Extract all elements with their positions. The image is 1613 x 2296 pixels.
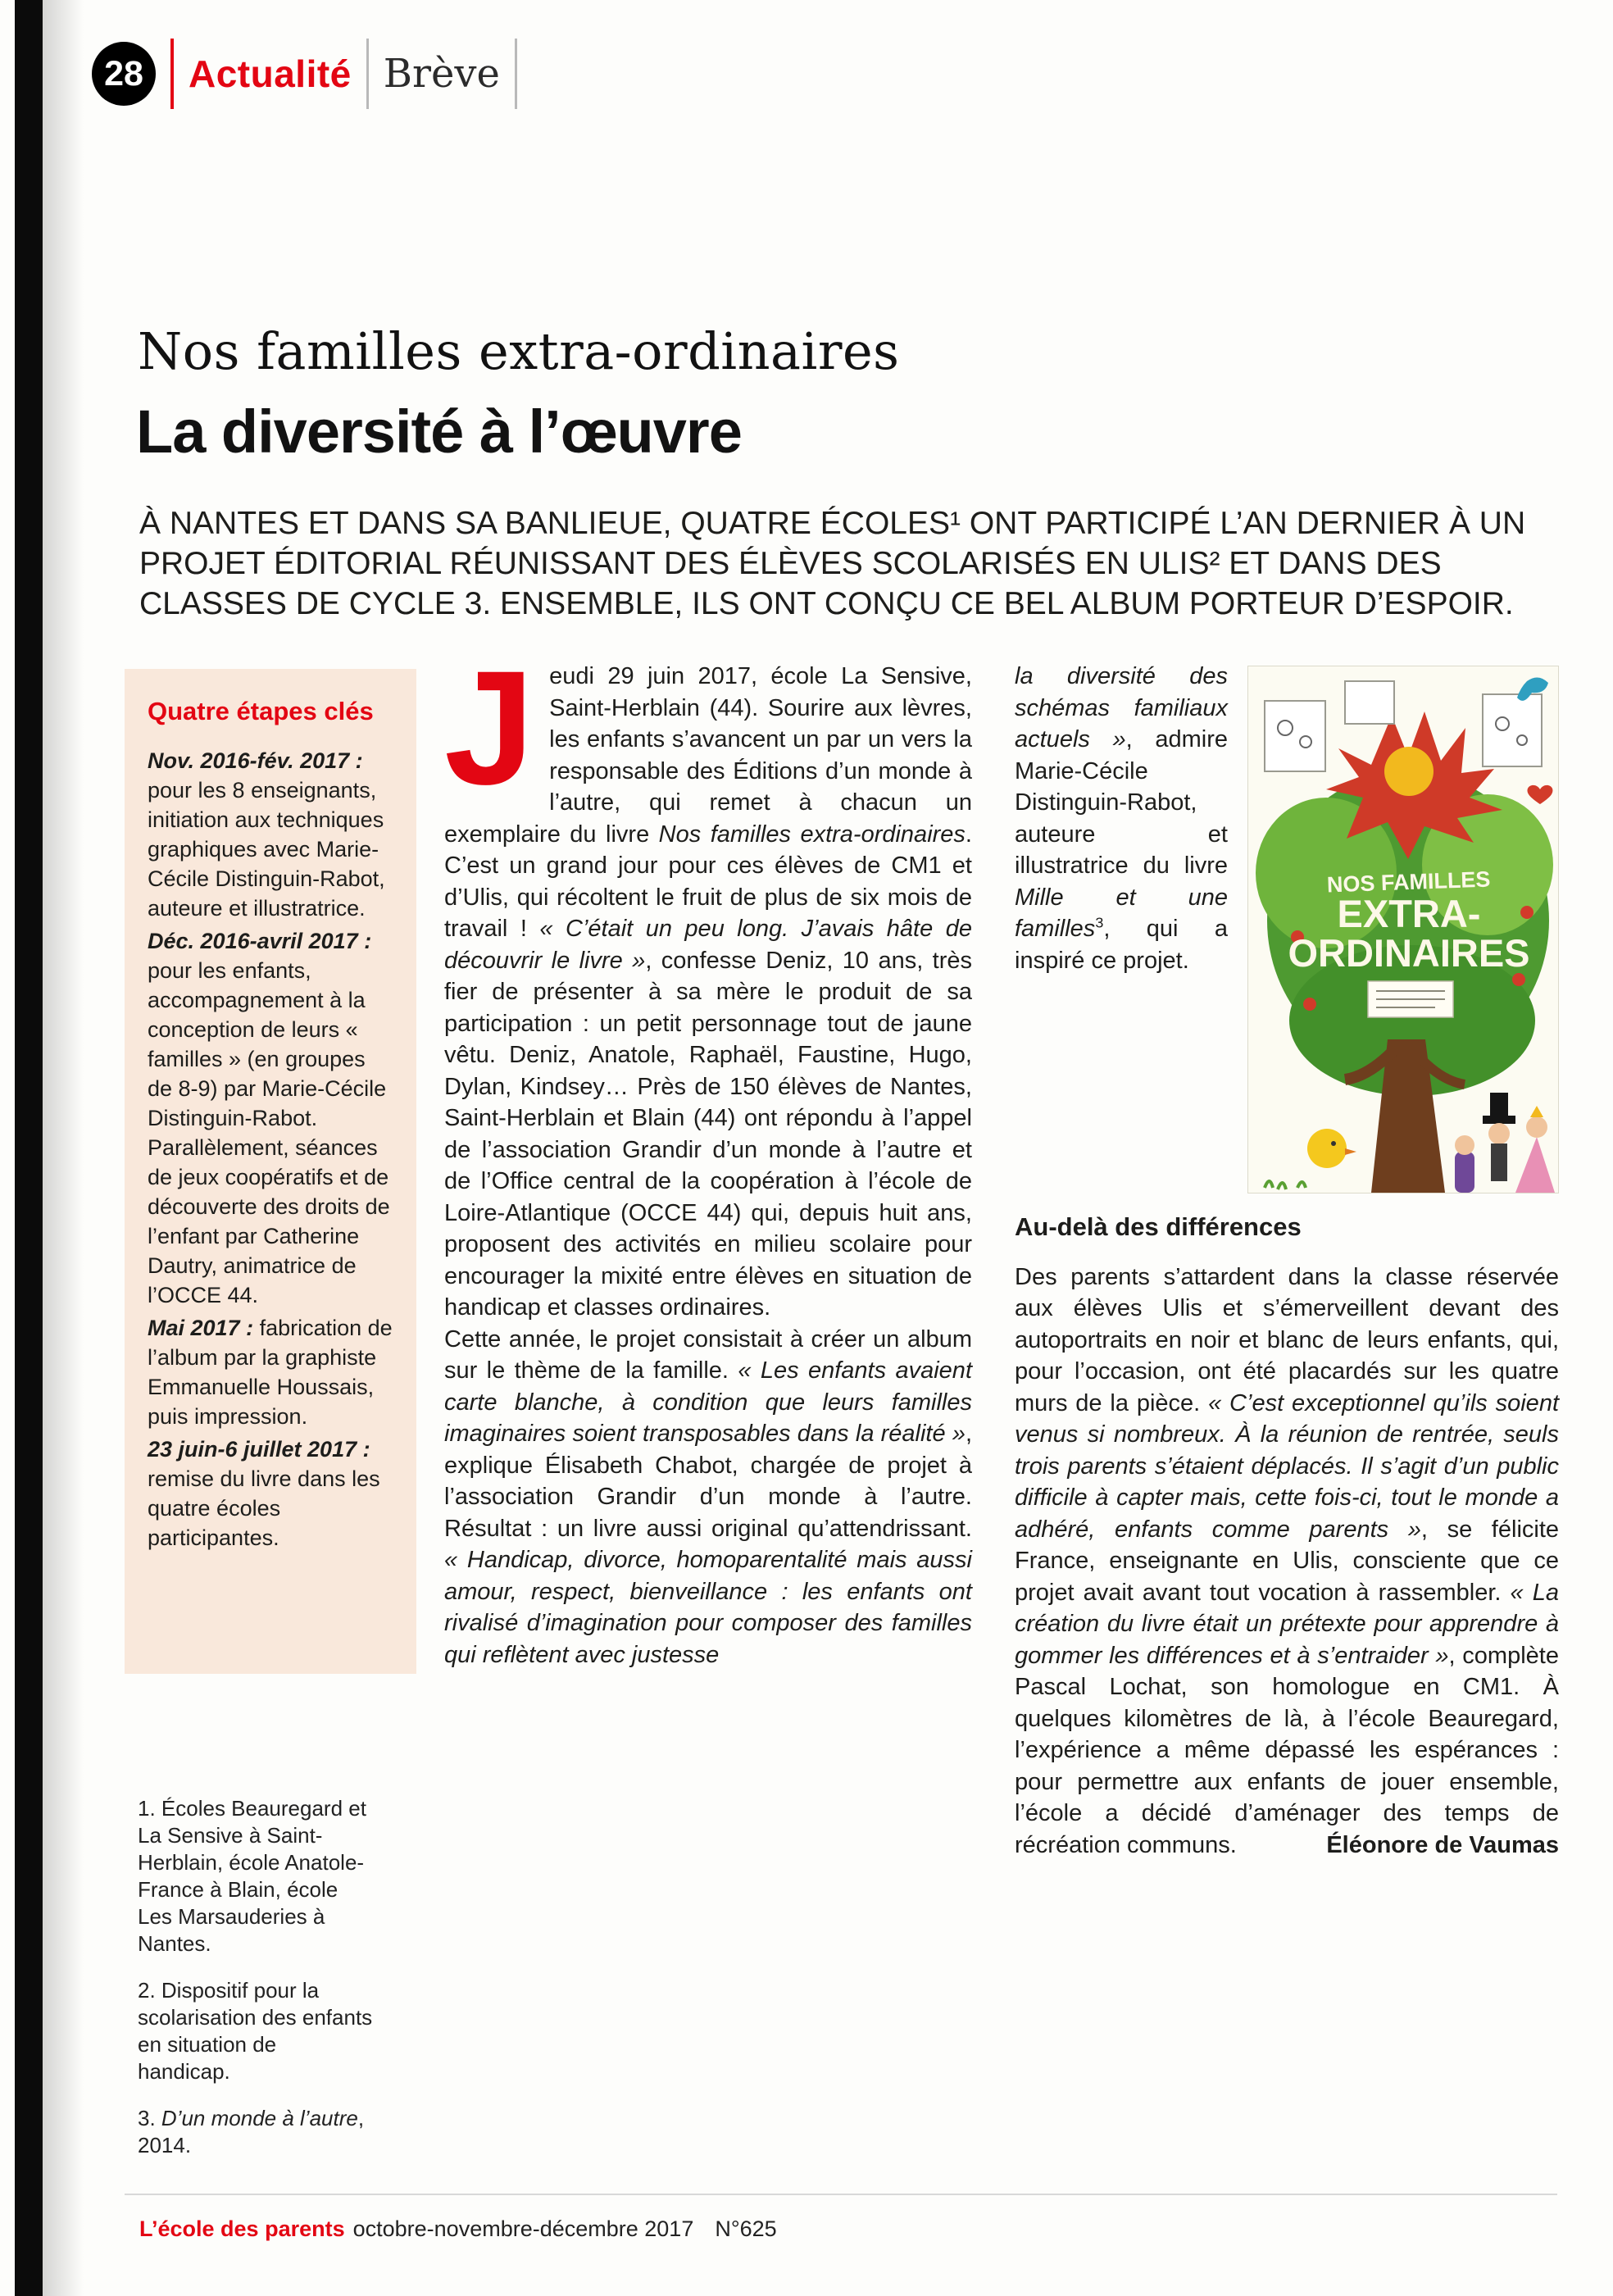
- footnote-3: 3. D’un monde à l’autre, 2014.: [138, 2106, 365, 2157]
- page-number-badge: 28: [92, 42, 156, 106]
- article-paragraph-4: Des parents s’attardent dans la classe réservée aux élèves Ulis et s’émerveillent devant des autoportraits en noir et blanc de leurs enfants, qui, pour l’occasion, ont été placardés sur les quatre murs de la pièce. « C’est exceptionnel qu’ils soient venus si nombreux. À la réunion de rentrée, seuls trois parents s’étaient déplacés. Il s’agit d’un public difficile à capter mais, cette fois-ci, tout le monde a adhéré, enfants comme parents », se félicite France, enseignante en Ulis, consciente que ce projet avait avant tout vocation à rassembler. « La création du livre était un prétexte pour apprendre à gommer les différences et à s’entraider », complète Pascal Lochat, son homologue en CM1. À quelques kilomètres de là, à l’école Beauregard, l’expérience a même dépassé les espérances : pour permettre aux enfants de jouer ensemble, l’école a décidé d’aménager des temps de récréation communs.: [1015, 1263, 1560, 1858]
- cover-title-small: NOS FAMILLES: [1326, 866, 1491, 898]
- article-title: La diversité à l’œuvre: [136, 398, 742, 466]
- footnote-1: 1. Écoles Beauregard et La Sensive à Saint-Herblain, école Anatole-France à Blain, école Les Marsauderies à Nantes.: [138, 1796, 366, 1956]
- article-paragraph-2: Cette année, le projet consistait à créer un album sur le thème de la famille. « Les enfants avaient carte blanche, à condition que leurs familles imaginaires soient transposables dans la réalité », explique Élisabeth Chabot, chargée de projet à l’association Grandir d’un monde à l’autre. Résultat : un livre aussi original qu’attendrissant. « Handicap, divorce, homoparentalité mais aussi amour, respect, bienveillance : les enfants ont rivalisé d’imagination pour composer des familles qui reflètent avec justesse: [444, 1325, 972, 1668]
- book-cover: [1247, 666, 1559, 1193]
- article-column-right: [1015, 661, 1559, 1861]
- sidebar-step-2: Déc. 2016-avril 2017 : pour les enfants, accompagnement à la conception de leurs « familles » (en groupes de 8-9) par Marie-Cécile Distinguin-Rabot. Parallèlement, séances de jeux coopératifs et de découverte des droits de l’enfant par Catherine Dautry, animatrice de l’OCCE 44.: [148, 929, 390, 1307]
- scan-edge-shadow: [43, 0, 84, 2296]
- section-label: Actualité: [189, 52, 352, 95]
- footnotes: [138, 1795, 374, 2159]
- scan-edge-strip: [15, 0, 43, 2296]
- header-divider-2: [515, 39, 517, 109]
- standfirst: À NANTES ET DANS SA BANLIEUE, QUATRE ÉCOLES¹ ONT PARTICIPÉ L’AN DERNIER À UN PROJET ÉDITORIAL RÉUNISSANT DES ÉLÈVES SCOLARISÉS EN ULIS² ET DANS DES CLASSES DE CYCLE 3. ENSEMBLE, ILS ONT CONÇU CE BEL ALBUM PORTEUR D’ESPOIR.: [139, 506, 1526, 621]
- sidebar-title: Quatre étapes clés: [148, 697, 374, 725]
- article-paragraph-3: la diversité des schémas familiaux actuels », admire Marie-Cécile Distinguin-Rabot, auteure et illustratrice du livre Mille et une familles$^3$, qui a inspiré ce projet.: [1015, 663, 1228, 974]
- issue-date: octobre-novembre-décembre 2017: [352, 2216, 694, 2241]
- key-steps-box: [125, 669, 416, 1674]
- cover-title-line2: EXTRA-: [1337, 892, 1481, 935]
- sidebar-step-1: Nov. 2016-fév. 2017 : pour les 8 enseignants, initiation aux techniques graphiques avec Marie-Cécile Distinguin-Rabot, auteure et illustratrice.: [148, 748, 385, 921]
- article-column-middle: [444, 637, 972, 1671]
- header-divider-accent: [170, 39, 174, 109]
- article-subhead: Au-delà des différences: [1015, 1212, 1302, 1241]
- page-header: [92, 38, 517, 110]
- left-column: [125, 669, 416, 2179]
- paragraph-1-text: eudi 29 juin 2017, école La Sensive, Saint-Herblain (44). Sourire aux lèvres, les enfants s’avancent un par un vers la responsable des Éditions d’un monde à l’autre, qui remet à chacun un exemplaire du livre Nos familles extra-ordinaires. C’est un grand jour pour ces élèves de CM1 et d’Ulis, qui récoltent le fruit de plus de six mois de travail ! « C’était un peu long. J’avais hâte de découvrir le livre », confesse Deniz, 10 ans, très fier de présenter à sa mère le produit de sa participation : un petit personnage tout de jaune vêtu. Deniz, Anatole, Raphaël, Faustine, Hugo, Dylan, Kindsey… Près de 150 élèves de Nantes, Saint-Herblain et Blain (44) ont répondu à l’appel de l’association Grandir d’un monde à l’autre et de l’Office central de la coopération à l’école de Loire-Atlantique (OCCE 44) qui, depuis huit ans, proposent des activités en milieu scolaire pour encourager la mixité entre élèves en situation de handicap et classes ordinaires.: [444, 663, 972, 1321]
- footer-rule: [125, 2194, 1557, 2195]
- article-kicker: Nos familles extra-ordinaires: [138, 321, 900, 381]
- magazine-name: L’école des parents: [139, 2216, 345, 2241]
- rubric-label: Brève: [383, 51, 500, 97]
- issue-number: N°625: [715, 2216, 777, 2241]
- drop-cap: J: [444, 637, 535, 818]
- book-cover-illustration: [1248, 666, 1558, 1193]
- page-footer: [139, 2216, 777, 2242]
- sidebar-step-4: 23 juin-6 juillet 2017 : remise du livre dans les quatre écoles participantes.: [148, 1437, 380, 1550]
- cover-title-line3: ORDINAIRES: [1288, 931, 1530, 975]
- article-paragraph-1: [444, 637, 972, 1324]
- header-divider: [366, 39, 369, 109]
- byline: Éléonore de Vaumas: [1326, 1831, 1559, 1858]
- sidebar-step-3: Mai 2017 : fabrication de l’album par la graphiste Emmanuelle Houssais, puis impression.: [148, 1316, 393, 1429]
- footnote-2: 2. Dispositif pour la scolarisation des enfants en situation de handicap.: [138, 1978, 373, 2084]
